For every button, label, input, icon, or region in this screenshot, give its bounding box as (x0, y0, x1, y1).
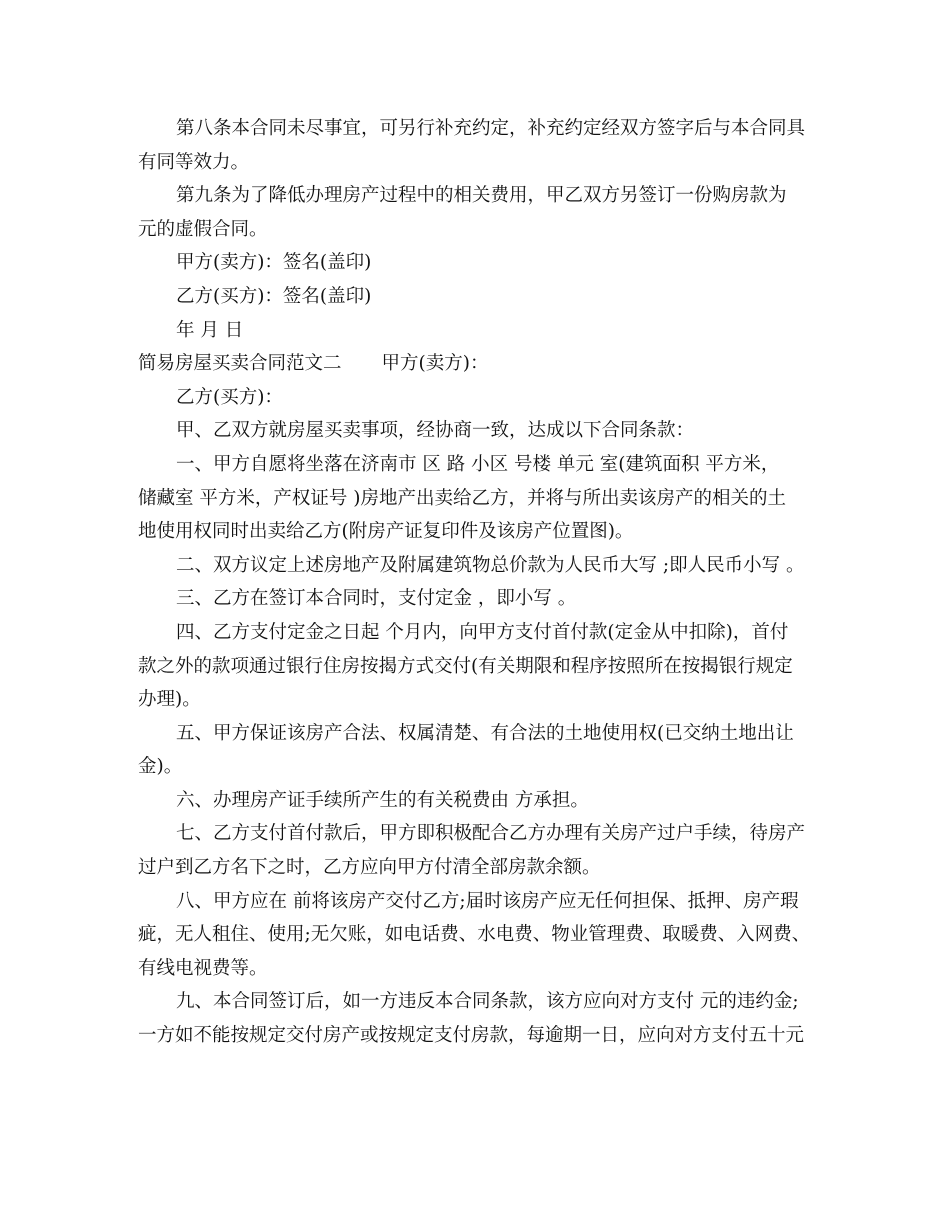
section-title: 简易房屋买卖合同范文二 (138, 353, 342, 375)
paragraph-line: 甲、乙双方就房屋买卖事项，经协商一致，达成以下合同条款： (176, 420, 695, 442)
paragraph-line: 一、甲方自愿将坐落在济南市 区 路 小区 号楼 单元 室(建筑面积 平方米， (176, 453, 780, 475)
paragraph-line: 三、乙方在签订本合同时，支付定金 ，即小写 。 (176, 588, 577, 610)
section-heading-row (138, 347, 818, 381)
signature-line-party-b: 乙方(买方)：签名(盖印) (176, 285, 372, 307)
paragraph-line: 一方如不能按规定交付房产或按规定支付房款，每逾期一日，应向对方支付五十元 (138, 1025, 805, 1047)
paragraph-line: 办理)。 (138, 689, 201, 711)
paragraph-line: 金)。 (138, 756, 183, 778)
party-b-label: 乙方(买方)： (176, 386, 283, 408)
signature-line-party-a: 甲方(卖方)：签名(盖印) (176, 252, 372, 274)
date-line: 年 月 日 (176, 319, 244, 341)
paragraph-line: 款之外的款项通过银行住房按揭方式交付(有关期限和程序按照所在按揭银行规定 (138, 655, 793, 677)
paragraph-line: 元的虚假合同。 (138, 218, 268, 240)
paragraph-line: 有线电视费等。 (138, 957, 268, 979)
paragraph-line: 二、双方议定上述房地产及附属建筑物总价款为人民币大写 ;即人民币小写 。 (176, 554, 805, 576)
paragraph-line: 八、甲方应在 前将该房产交付乙方;届时该房产应无任何担保、抵押、房产瑕 (176, 890, 799, 912)
paragraph-line: 第八条本合同未尽事宜，可另行补充约定，补充约定经双方签字后与本合同具 (176, 118, 806, 139)
paragraph-line: 五、甲方保证该房产合法、权属清楚、有合法的土地使用权(已交纳土地出让 (176, 722, 794, 744)
paragraph-line: 过户到乙方名下之时，乙方应向甲方付清全部房款余额。 (138, 857, 601, 879)
document-page (138, 112, 818, 1053)
party-a-label: 甲方(卖方)： (381, 353, 489, 375)
paragraph-line: 七、乙方支付首付款后，甲方即积极配合乙方办理有关房产过户手续，待房产 (176, 823, 806, 845)
paragraph-line: 地使用权同时出卖给乙方(附房产证复印件及该房产位置图)。 (138, 521, 634, 543)
paragraph-line: 四、乙方支付定金之日起 个月内，向甲方支付首付款(定金从中扣除)，首付 (176, 621, 789, 643)
paragraph-line: 有同等效力。 (138, 151, 250, 173)
paragraph-line: 六、办理房产证手续所产生的有关税费由 方承担。 (176, 789, 589, 811)
paragraph-line: 第九条为了降低办理房产过程中的相关费用，甲乙双方另签订一份购房款为 (176, 185, 787, 207)
paragraph-line: 九、本合同签订后，如一方违反本合同条款，该方应向对方支付 元的违约金; (176, 991, 799, 1013)
paragraph-line: 储藏室 平方米，产权证号 )房地产出卖给乙方，并将与所出卖该房产的相关的土 (138, 487, 786, 509)
paragraph-line: 疵，无人租住、使用;无欠账，如电话费、水电费、物业管理费、取暖费、入网费、 (138, 924, 811, 946)
